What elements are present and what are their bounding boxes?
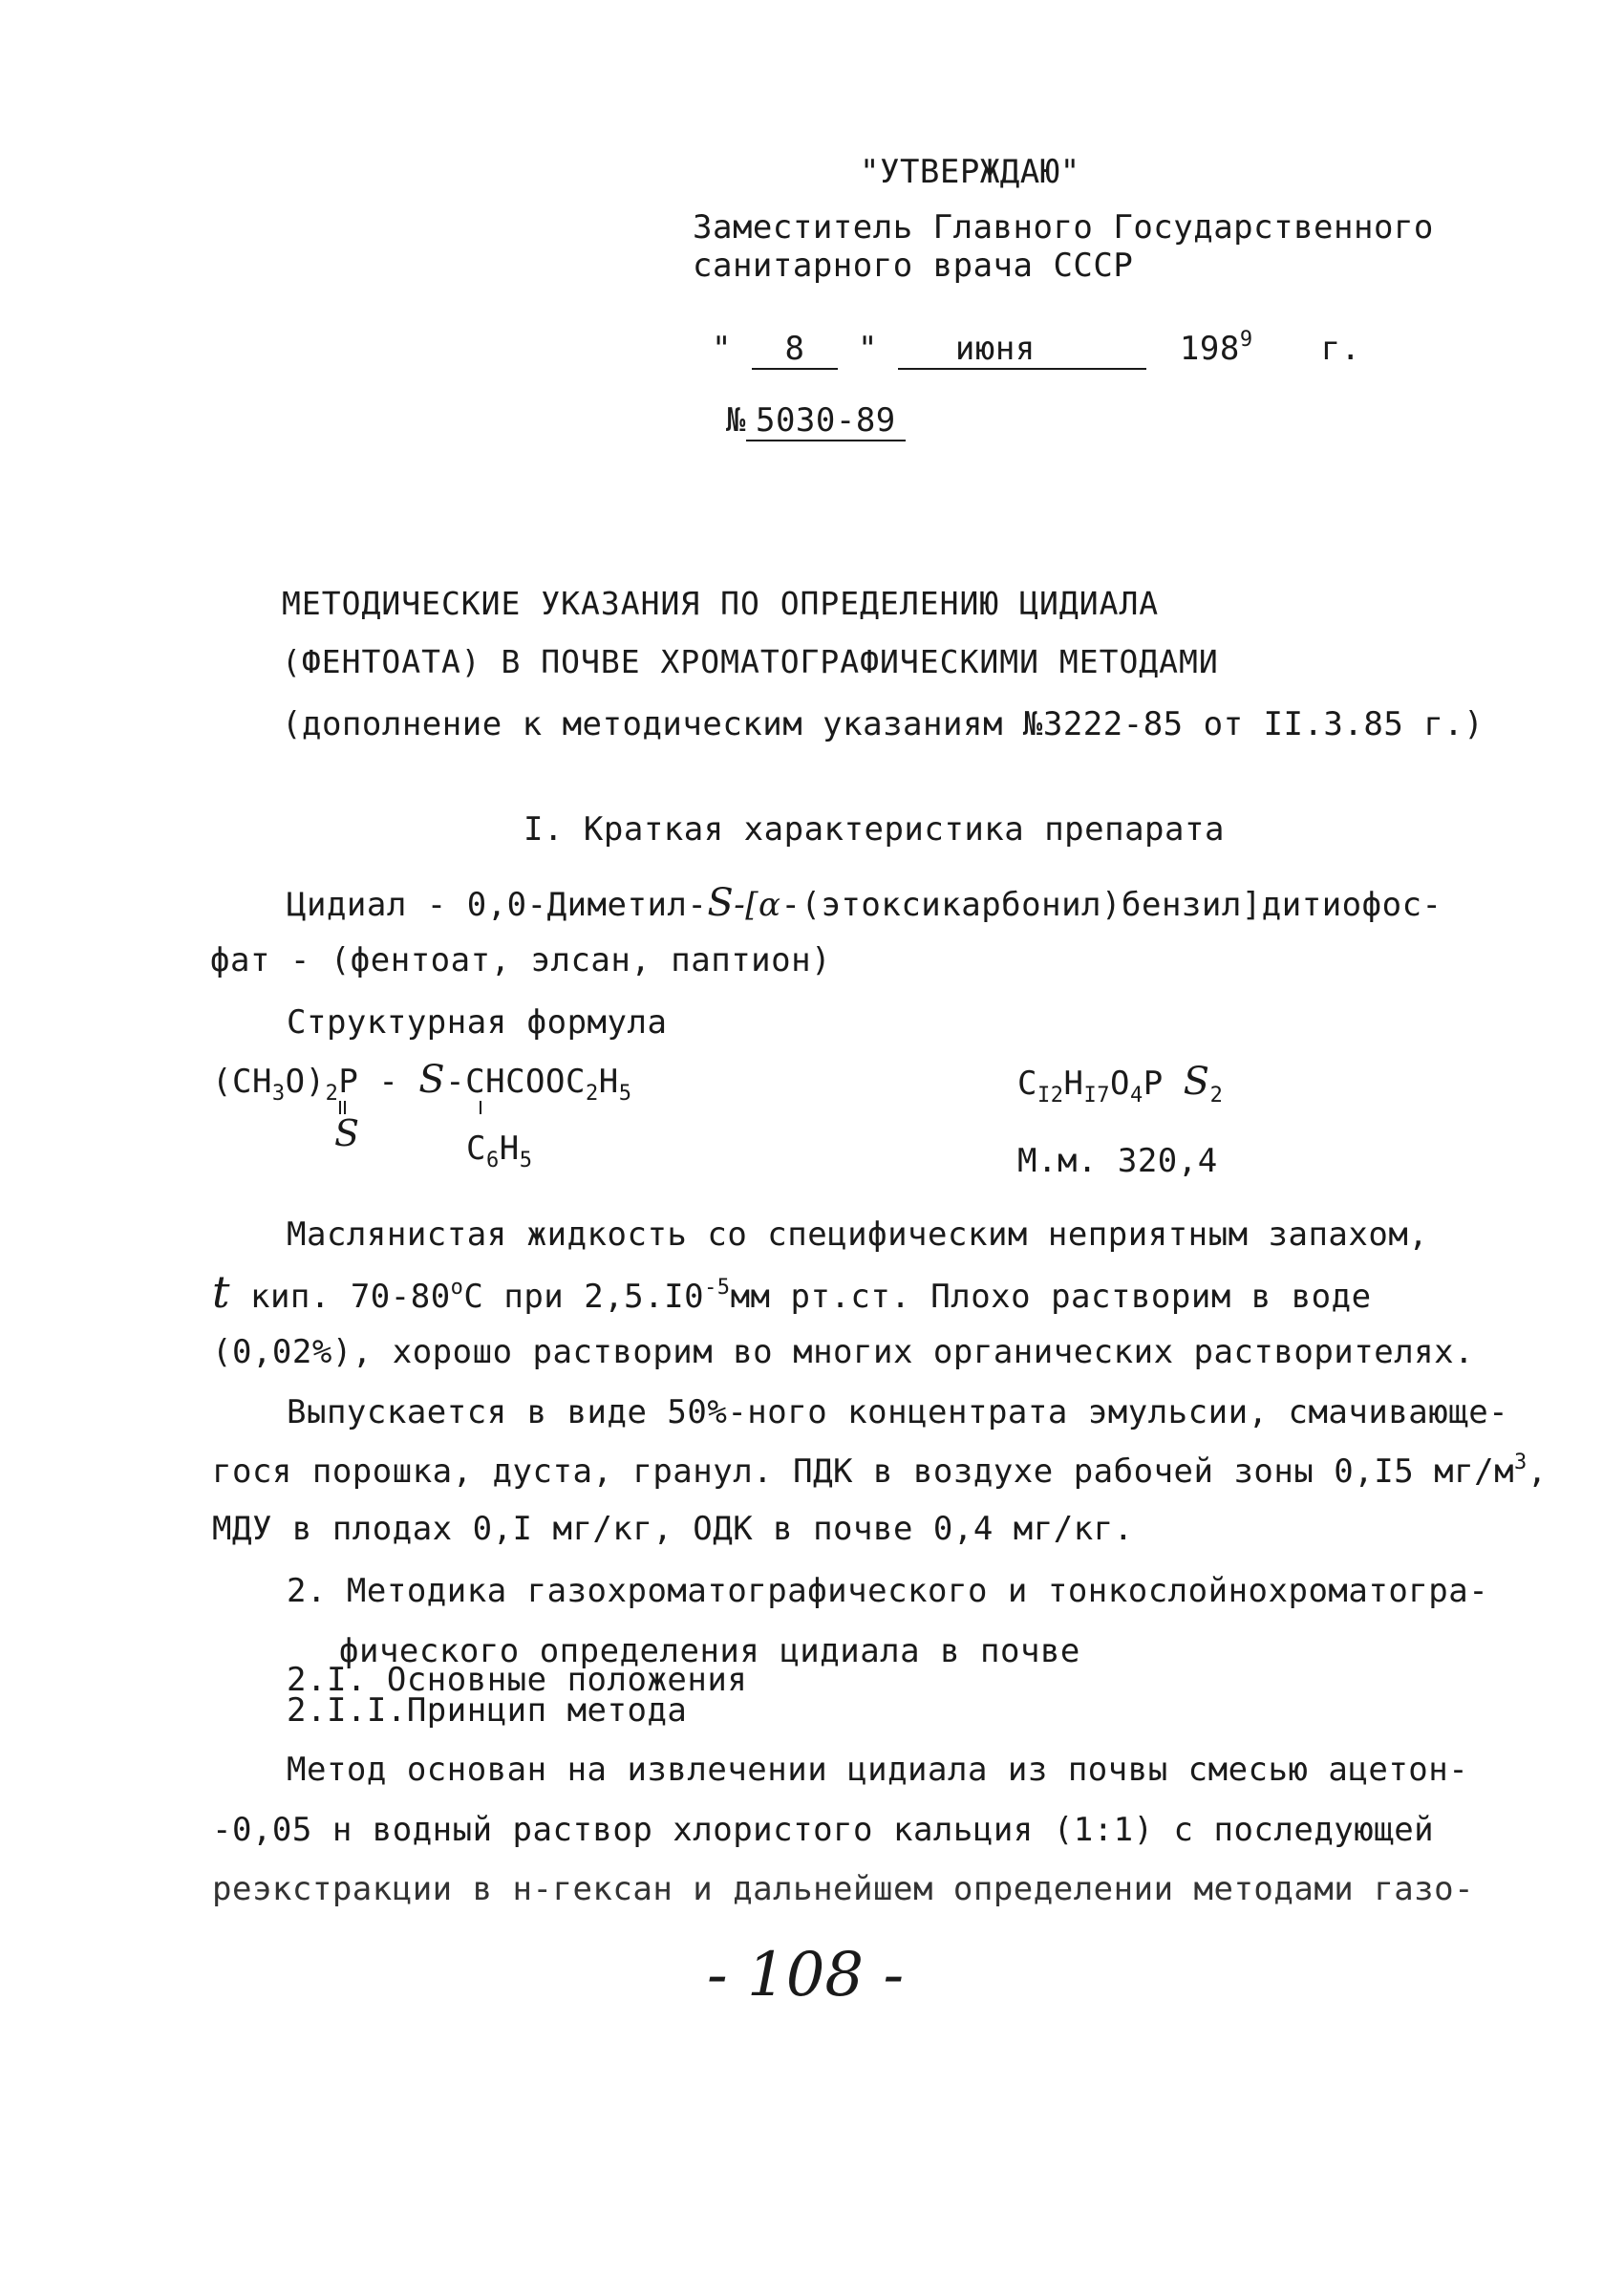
subsection-2-1: 2.I. Основные положения (287, 1661, 748, 1699)
molecular-mass: М.м. 320,4 (1017, 1142, 1218, 1180)
structural-formula: $(CH_3O)_2P$ - $S-CHCOOC_2H_5$ (212, 1058, 632, 1106)
subsection-2-1-1: 2.I.I.Принцип метода (287, 1691, 688, 1730)
approval-number: № 5030-89 (726, 401, 906, 441)
properties-line3: (0,02%), хорошо растворим во многих органических растворителях. (212, 1333, 1475, 1371)
date-year: $198^9$ (1179, 328, 1253, 368)
date-day: 8 (752, 330, 838, 370)
page-number: - 108 - (707, 1940, 905, 2011)
formulations-line2: гося порошка, дуста, гранул. ПДК в воздухе рабочей зоны 0,I5 $мг/м^3$, (212, 1451, 1548, 1491)
approval-position-line2: санитарного врача СССР (693, 247, 1134, 285)
properties-line2: t кип. 70-80$^o$С при $2,5.I0^{-5}мм$ рт.ст. Плохо растворим в воде (212, 1266, 1372, 1318)
approval-title: "УТВЕРЖДАЮ" (860, 153, 1080, 191)
method-line2: -0,05 н водный раствор хлористого кальция (1:1) с последующей (212, 1811, 1435, 1849)
formulations-line3: МДУ в плодах 0,I мг/кг, ОДК в почве 0,4 мг/кг. (212, 1510, 1134, 1548)
section2-heading-line1: 2. Методика газохроматографического и тонкослойнохроматогра- (287, 1572, 1489, 1610)
compound-name-line2: фат - (фентоат, элсан, паптион) (210, 941, 832, 979)
formula-phenyl: $C_6H_5$ (466, 1129, 533, 1172)
method-line3: реэкстракции в н-гексан и дальнейшем определении методами газо- (212, 1870, 1475, 1908)
structure-label: Структурная формула (287, 1003, 668, 1042)
section1-heading: I. Краткая характеристика препарата (524, 810, 1225, 849)
section2-heading-line2: фического определения цидиала в почве (339, 1632, 1080, 1670)
doc-title-line1: МЕТОДИЧЕСКИЕ УКАЗАНИЯ ПО ОПРЕДЕЛЕНИЮ ЦИДИАЛА (282, 585, 1160, 622)
method-line1: Метод основан на извлечении цидиала из почвы смесью ацетон- (287, 1751, 1469, 1789)
approval-position-line1: Заместитель Главного Государственного (693, 208, 1434, 247)
properties-line1: Маслянистая жидкость со специфическим неприятным запахом, (287, 1215, 1429, 1254)
doc-title-line3: (дополнение к методическим указаниям №3222-85 от II.3.85 г.) (282, 705, 1485, 743)
approval-date: " 8 " июня $198^9$ г. (712, 328, 1361, 368)
formulations-line1: Выпускается в виде 50%-ного концентрата эмульсии, смачивающе- (287, 1393, 1509, 1431)
date-month: июня (898, 330, 1146, 370)
doc-title-line2: (ФЕНТОАТА) В ПОЧВЕ ХРОМАТОГРАФИЧЕСКИМИ МЕТОДАМИ (282, 643, 1219, 680)
gross-formula: $C_{I2}H_{I7}O_4P$ $S_2$ (1017, 1060, 1224, 1108)
single-bond-mark (480, 1101, 481, 1114)
formula-sulfur: S (334, 1112, 360, 1154)
compound-name-line1: Цидиал - 0,0-Диметил-S-[α-(этоксикарбонил)бензил]дитиофос- (287, 881, 1442, 925)
